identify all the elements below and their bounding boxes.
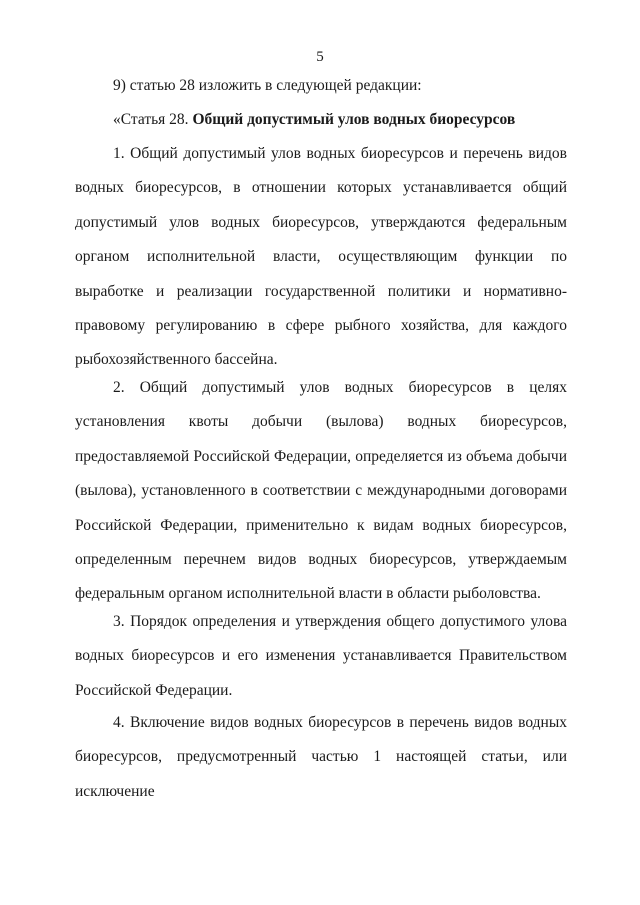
amendment-intro: 9) статью 28 изложить в следующей редакции: [113, 77, 422, 94]
paragraph-4: 4. Включение видов водных биоресурсов в перечень видов водных биоресурсов, предусмотренный частью 1 настоящей статьи, или исключение [75, 714, 567, 800]
paragraph-2: 2. Общий допустимый улов водных биоресурсов в целях установления квоты добычи (вылова) водных биоресурсов, предоставляемой Российской Федерации, определяется из объема добычи (вылова), установленного в соответствии с международными договорами Российской Федерации, применительно к видам водных биоресурсов, определенным перечнем видов водных биоресурсов, утверждаемым федеральным органом исполнительной власти в области рыболовства. [75, 379, 567, 603]
paragraph-3: 3. Порядок определения и утверждения общего допустимого улова водных биоресурсов и его изменения устанавливается Правительством Российской Федерации. [75, 613, 567, 699]
page-number: 5 [316, 49, 324, 65]
paragraph-1: 1. Общий допустимый улов водных биоресурсов и перечень видов водных биоресурсов, в отношении которых устанавливается общий допустимый улов водных биоресурсов, утверждаются федеральным органом исполнительной власти, осуществляющим функции по выработке и реализации государственной политики и нормативно-правовому регулированию в сфере рыбного хозяйства, для каждого рыбохозяйственного бассейна. [75, 145, 567, 369]
article-prefix: «Статья 28. [113, 111, 193, 128]
article-heading [75, 103, 567, 137]
article-title: Общий допустимый улов водных биоресурсов [192, 111, 516, 128]
